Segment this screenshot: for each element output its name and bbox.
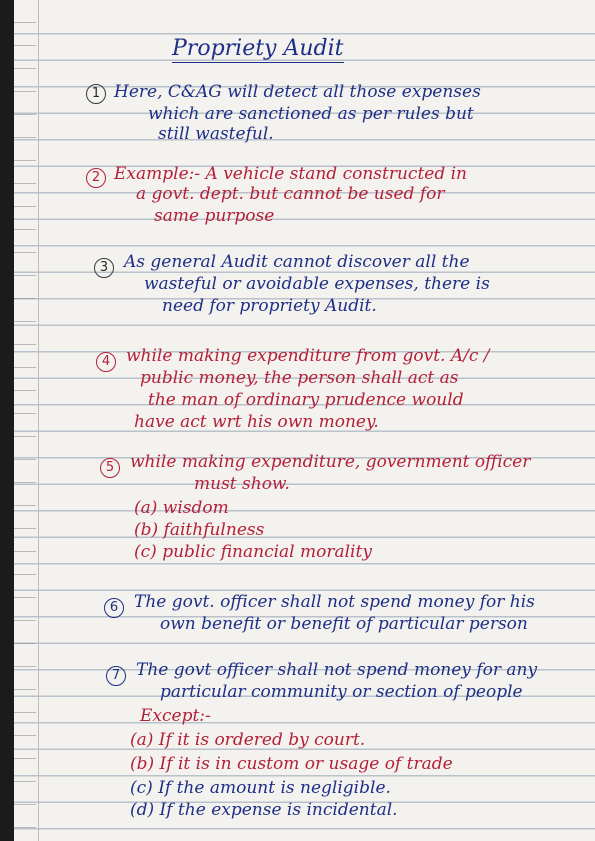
margin-line xyxy=(38,0,39,841)
point-7-item-d: (d) If the expense is incidental. xyxy=(130,800,398,820)
point-3-line-3: need for propriety Audit. xyxy=(162,296,377,316)
point-5-line-2: must show. xyxy=(194,474,290,494)
point-7-line-2: particular community or section of people xyxy=(160,682,523,702)
point-3-line-2: wasteful or avoidable expenses, there is xyxy=(144,274,490,294)
spiral-binding xyxy=(14,0,36,841)
notebook-page xyxy=(14,0,595,841)
point-1-line-2: which are sanctioned as per rules but xyxy=(148,104,474,124)
point-5-line-1: while making expenditure, government officer xyxy=(130,452,531,472)
point-2-line-3: same purpose xyxy=(154,206,275,226)
point-number-1: 1 xyxy=(86,84,106,104)
point-5-item-b: (b) faithfulness xyxy=(134,520,265,540)
point-7-item-c: (c) If the amount is negligible. xyxy=(130,778,391,798)
point-number-3: 3 xyxy=(94,258,114,278)
point-7-except-label: Except:- xyxy=(140,706,211,726)
point-1-line-3: still wasteful. xyxy=(158,124,274,144)
point-4-line-2: public money, the person shall act as xyxy=(140,368,459,388)
point-number-6: 6 xyxy=(104,598,124,618)
point-number-7: 7 xyxy=(106,666,126,686)
point-number-5: 5 xyxy=(100,458,120,478)
point-1-line-1: Here, C&AG will detect all those expenses xyxy=(114,82,481,102)
point-5-item-c: (c) public financial morality xyxy=(134,542,372,562)
point-number-2: 2 xyxy=(86,168,106,188)
point-7-item-b: (b) If it is in custom or usage of trade xyxy=(130,754,453,774)
point-number-4: 4 xyxy=(96,352,116,372)
point-4-line-3: the man of ordinary prudence would xyxy=(148,390,464,410)
point-2-line-1: Example:- A vehicle stand constructed in xyxy=(114,164,468,184)
point-4-line-1: while making expenditure from govt. A/c / xyxy=(126,346,490,366)
point-5-item-a: (a) wisdom xyxy=(134,498,229,518)
point-6-line-2: own benefit or benefit of particular person xyxy=(160,614,528,634)
point-6-line-1: The govt. officer shall not spend money for his xyxy=(134,592,535,612)
page-title: Propriety Audit xyxy=(172,36,344,61)
point-4-line-4: have act wrt his own money. xyxy=(134,412,379,432)
point-7-line-1: The govt officer shall not spend money for any xyxy=(136,660,538,680)
point-7-item-a: (a) If it is ordered by court. xyxy=(130,730,366,750)
point-2-line-2: a govt. dept. but cannot be used for xyxy=(136,184,445,204)
point-3-line-1: As general Audit cannot discover all the xyxy=(124,252,470,272)
